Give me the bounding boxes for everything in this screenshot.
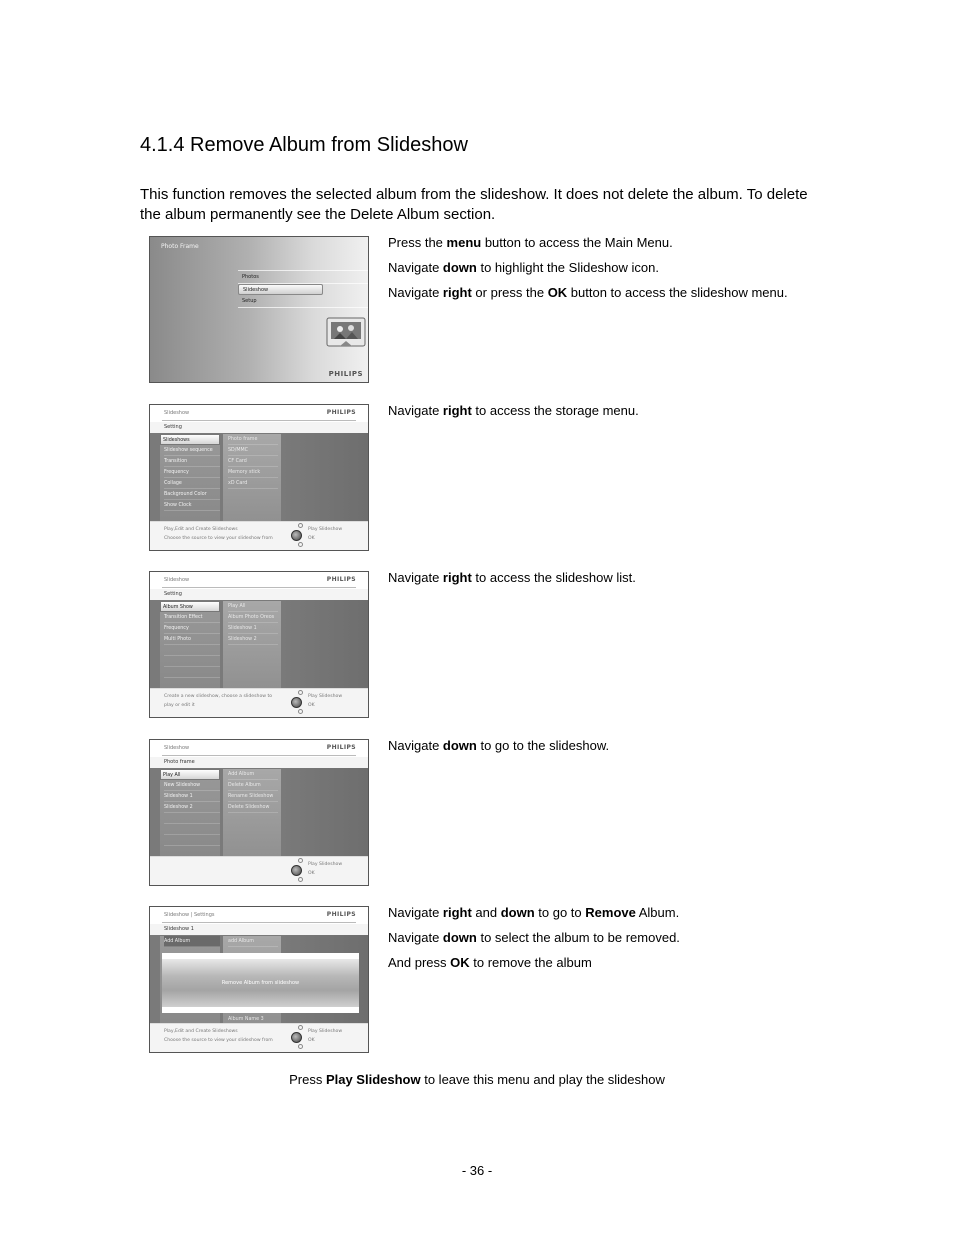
breadcrumb xyxy=(150,589,368,600)
menu-row xyxy=(164,645,220,656)
screen-title: Slideshow | Settings xyxy=(164,912,215,918)
intro-paragraph: This function removes the selected album from the slideshow. It does not delete the album. To delete the album permanently see the Delete Album section. xyxy=(140,186,808,223)
menu-divider xyxy=(238,270,368,271)
menu-column-1 xyxy=(160,769,220,859)
instruction-line: Navigate right to access the slideshow list. xyxy=(388,570,636,585)
philips-logo: PHILIPS xyxy=(326,911,356,918)
nav-down-icon xyxy=(298,877,303,882)
menu-row: Delete Album xyxy=(228,780,278,791)
nav-down-icon xyxy=(298,542,303,547)
instruction-line: Navigate right or press the OK button to access the slideshow menu. xyxy=(388,285,788,300)
step-1-instructions xyxy=(388,235,858,310)
action-ok: OK xyxy=(308,703,315,708)
menu-row: Slideshow 1 xyxy=(164,791,220,802)
menu-divider xyxy=(238,307,368,308)
instruction-line: Navigate right and down to go to Remove Album. xyxy=(388,905,680,920)
breadcrumb xyxy=(150,422,368,433)
action-play-slideshow: Play Slideshow xyxy=(308,1029,343,1034)
screen-header xyxy=(150,740,368,757)
remove-album-dialog xyxy=(162,953,359,1013)
screen-body xyxy=(150,422,368,524)
menu-item-setup: Setup xyxy=(242,298,257,304)
menu-row xyxy=(164,667,220,678)
philips-logo: PHILIPS xyxy=(328,370,363,378)
philips-logo: PHILIPS xyxy=(326,576,356,583)
instruction-line: Navigate down to go to the slideshow. xyxy=(388,738,610,753)
step-3-instructions xyxy=(388,570,858,595)
screen-title: Slideshow xyxy=(164,745,190,751)
screenshot-main-menu xyxy=(149,236,369,383)
header-divider xyxy=(162,420,356,421)
menu-row: xD Card xyxy=(228,478,278,489)
instruction-line: Navigate right to access the storage menu. xyxy=(388,403,639,418)
instruction-line: Navigate down to select the album to be removed. xyxy=(388,930,680,945)
menu-row: Frequency xyxy=(164,623,220,634)
menu-row: Multi Photo xyxy=(164,634,220,645)
breadcrumb-label: Photo frame xyxy=(164,759,195,765)
menu-row: Play All xyxy=(160,769,220,780)
breadcrumb xyxy=(150,757,368,768)
action-ok: OK xyxy=(308,536,315,541)
nav-down-icon xyxy=(298,1044,303,1049)
screen-title: Slideshow xyxy=(164,410,190,416)
screenshot-slideshow-list xyxy=(149,571,369,718)
screen-header xyxy=(150,907,368,924)
screen-footer xyxy=(150,688,368,717)
footer-help-line: Play,Edit and Create Slideshows xyxy=(164,1029,238,1034)
screen-footer xyxy=(150,856,368,885)
philips-logo: PHILIPS xyxy=(326,409,356,416)
breadcrumb xyxy=(150,924,368,935)
step-5-instructions xyxy=(388,905,858,980)
nav-up-icon xyxy=(298,1025,303,1030)
menu-row: Slideshow sequence xyxy=(164,445,220,456)
menu-row: Slideshow 2 xyxy=(228,634,278,645)
menu-item-photos: Photos xyxy=(242,274,259,280)
action-play-slideshow: Play Slideshow xyxy=(308,694,343,699)
menu-row: Frequency xyxy=(164,467,220,478)
menu-row: add Album xyxy=(228,936,278,947)
frame-title: Photo Frame xyxy=(161,243,199,250)
footer-help-line: Choose the source to view your slideshow from xyxy=(164,536,273,541)
menu-row: Album Name 3 xyxy=(228,1014,278,1025)
screenshot-remove-album xyxy=(149,906,369,1053)
screen-header xyxy=(150,405,368,422)
screen-body xyxy=(150,589,368,691)
page-number: - 36 - xyxy=(461,1163,493,1178)
menu-row: Photo frame xyxy=(228,434,278,445)
menu-column-2 xyxy=(223,769,281,859)
slideshow-icon xyxy=(326,317,366,349)
footer-help-line: Create a new slideshow, choose a slideshow to xyxy=(164,694,273,699)
menu-row: Background Color xyxy=(164,489,220,500)
header-divider xyxy=(162,922,356,923)
closing-instruction: Press Play Slideshow to leave this menu and play the slideshow xyxy=(289,1072,665,1087)
menu-item-slideshow: Slideshow xyxy=(238,284,323,295)
menu-row: Slideshow 2 xyxy=(164,802,220,813)
footer-help-line: Play,Edit and Create Slideshows xyxy=(164,527,238,532)
menu-column-2 xyxy=(223,601,281,691)
menu-row: CF Card xyxy=(228,456,278,467)
menu-row: Add Album xyxy=(164,936,220,947)
philips-logo: PHILIPS xyxy=(326,744,356,751)
menu-row: Collage xyxy=(164,478,220,489)
menu-column-1 xyxy=(160,601,220,691)
menu-row: Album Photo Oreos xyxy=(228,612,278,623)
nav-up-icon xyxy=(298,858,303,863)
menu-row: Play All xyxy=(228,601,278,612)
breadcrumb-label: Slideshow 1 xyxy=(164,926,194,932)
footer-help xyxy=(164,1027,284,1045)
footer-actions xyxy=(308,692,342,710)
nav-up-icon xyxy=(298,690,303,695)
header-divider xyxy=(162,755,356,756)
menu-column-2 xyxy=(223,434,281,524)
navigation-knob-icon xyxy=(291,865,302,876)
menu-row: Rename Slideshow xyxy=(228,791,278,802)
menu-row: SD/MMC xyxy=(228,445,278,456)
menu-row: Memory stick xyxy=(228,467,278,478)
screenshot-slideshow-options xyxy=(149,739,369,886)
menu-row: Add Album xyxy=(228,769,278,780)
menu-column-1 xyxy=(160,434,220,524)
screenshot-storage-menu xyxy=(149,404,369,551)
breadcrumb-label: Setting xyxy=(164,591,182,597)
step-2-instructions xyxy=(388,403,858,428)
menu-row xyxy=(164,835,220,846)
menu-row: Show Clock xyxy=(164,500,220,511)
action-play-slideshow: Play Slideshow xyxy=(308,862,343,867)
section-heading: 4.1.4 Remove Album from Slideshow xyxy=(140,134,468,156)
screen-header xyxy=(150,572,368,589)
step-4-instructions xyxy=(388,738,858,763)
menu-row: Transition xyxy=(164,456,220,467)
header-divider xyxy=(162,587,356,588)
footer-help-line: Choose the source to view your slideshow from xyxy=(164,1038,273,1043)
menu-row: Slideshows xyxy=(160,434,220,445)
menu-row: New Slideshow xyxy=(164,780,220,791)
nav-up-icon xyxy=(298,523,303,528)
screen-body xyxy=(150,757,368,859)
instruction-line: And press OK to remove the album xyxy=(388,955,592,970)
action-ok: OK xyxy=(308,871,315,876)
breadcrumb-label: Setting xyxy=(164,424,182,430)
menu-row xyxy=(164,824,220,835)
menu-row: Transition Effect xyxy=(164,612,220,623)
navigation-knob-icon xyxy=(291,697,302,708)
footer-actions xyxy=(308,1027,342,1045)
navigation-knob-icon xyxy=(291,1032,302,1043)
menu-row: Delete Slideshow xyxy=(228,802,278,813)
nav-down-icon xyxy=(298,709,303,714)
action-play-slideshow: Play Slideshow xyxy=(308,527,343,532)
navigation-knob-icon xyxy=(291,530,302,541)
screen-footer xyxy=(150,521,368,550)
menu-row: Album Show xyxy=(160,601,220,612)
footer-help-line: play or edit it xyxy=(164,703,195,708)
footer-actions xyxy=(308,860,342,878)
screen-title: Slideshow xyxy=(164,577,190,583)
screen-footer xyxy=(150,1023,368,1052)
menu-row: Slideshow 1 xyxy=(228,623,278,634)
dialog-message: Remove Album from slideshow xyxy=(221,980,300,986)
footer-help xyxy=(164,525,284,543)
instruction-line: Navigate down to highlight the Slideshow icon. xyxy=(388,260,659,275)
action-ok: OK xyxy=(308,1038,315,1043)
menu-row xyxy=(164,656,220,667)
footer-help xyxy=(164,692,284,710)
footer-actions xyxy=(308,525,342,543)
instruction-line: Press the menu button to access the Main Menu. xyxy=(388,235,673,250)
menu-row xyxy=(164,813,220,824)
